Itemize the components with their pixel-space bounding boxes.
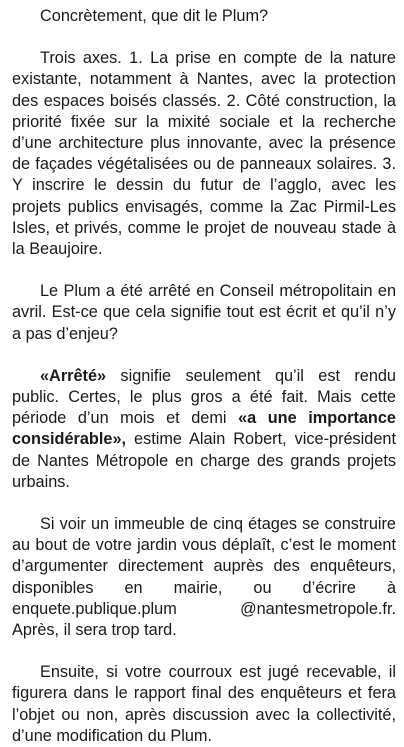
paragraph-5: Ensuite, si votre courroux est jugé recevable, il figurera dans le rapport final des enquêteurs et fera l’objet ou non, après discussion avec la collectivité, d’une modification du Plum. bbox=[12, 663, 396, 745]
email-address: enquete.publique.plum @nantesmetropole.fr. bbox=[12, 599, 396, 618]
paragraph-4-text: Si voir un immeuble de cinq étages se construire au bout de votre jardin vous déplaît, c’est le moment d’argumenter directement auprès des enquêteurs, disponibles en mairie, ou d’écrire à bbox=[12, 515, 396, 597]
answer-1: Trois axes. 1. La prise en compte de la nature existante, notamment à Nantes, avec la protection des espaces boisés classés. 2. Côté construction, la priorité fixée sur la mixité sociale et la recherche d’une architecture plus innovante, avec la présence de façades végétalisées ou de panneaux solaires. 3. Y inscrire le dessin du futur de l’agglo, avec les projets publics envisagés, comme la Zac Pirmil-Les Isles, et privés, comme le projet de nouveau stade à la Beaujoire. bbox=[12, 49, 396, 259]
paragraph-4 bbox=[12, 514, 396, 641]
answer-2-text-2: estime Alain Robert, vice-président de Nantes Métropole en charge des grands projets urbains. bbox=[12, 430, 396, 491]
answer-2-text-1: signifie seulement qu’il est rendu public. Certes, le plus gros a été fait. Mais cette période d’un mois et demi bbox=[12, 366, 396, 428]
answer-2 bbox=[12, 366, 396, 493]
answer-2-bold-term: «Arrêté» bbox=[40, 366, 107, 385]
answer-2-bold-quote: «a une importance considérable», bbox=[12, 409, 396, 449]
question-2: Le Plum a été arrêté en Conseil métropolitain en avril. Est-ce que cela signifie tout est écrit et qu’il n’y a pas d’enjeu? bbox=[12, 282, 396, 343]
paragraph-4-after: Après, il sera trop tard. bbox=[12, 621, 177, 640]
question-1: Concrètement, que dit le Plum? bbox=[40, 7, 269, 25]
